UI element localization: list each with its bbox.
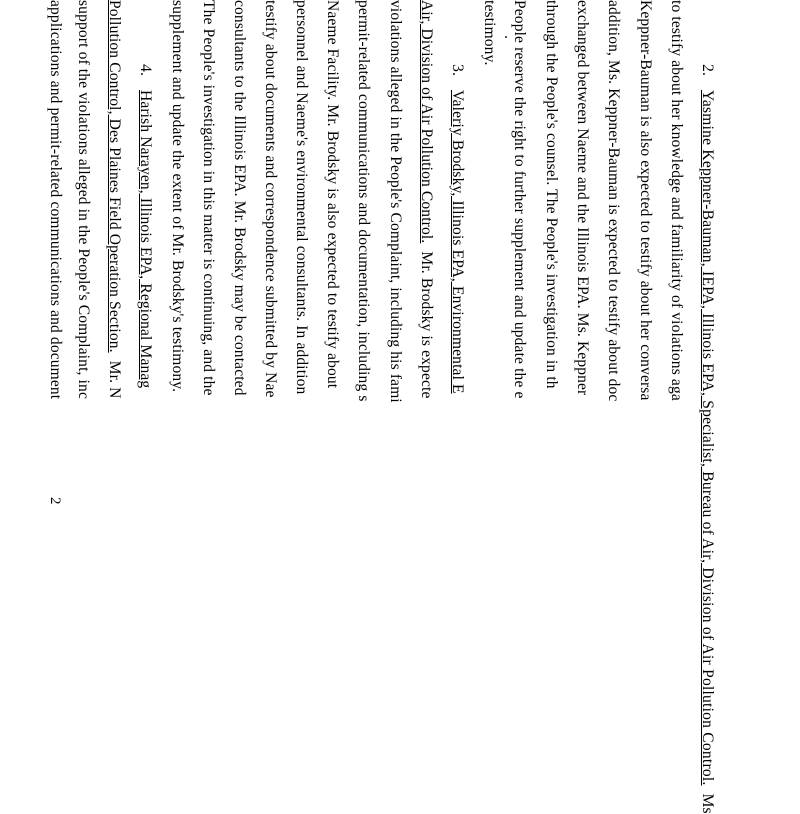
p4-line-1 <box>136 0 154 388</box>
p3-line-5-text: Naeme Facility. Mr. Brodsky is also expected to testify about <box>324 0 341 389</box>
p2-line-1 <box>698 0 716 814</box>
rotated-text-block <box>47 0 716 814</box>
p3-line-10 <box>168 0 186 392</box>
p4-line-3-text: support of the violations alleged in the People's Complaint, inc <box>75 0 92 399</box>
p3-line-3 <box>386 0 404 403</box>
p2-witness-name: Yasmine Keppner-Bauman, IEPA, Illinois EPA, Specialist, Bureau of Air, Division of Air Pollution Control. <box>699 90 716 786</box>
p3-line-8-text: consultants to the Illinois EPA. Mr. Brodsky may be contacted <box>231 0 248 396</box>
p2-line-2-text: to testify about her knowledge and familiarity of violations aga <box>668 0 685 401</box>
p2-line-7-text: People reserve the right to further supplement and update the e <box>511 0 528 399</box>
p2-number: 2. <box>699 64 716 76</box>
p3-line-8 <box>230 0 248 396</box>
p3-line-2-tail: Mr. Brodsky is expecte <box>418 251 435 399</box>
p2-line-7 <box>510 0 528 399</box>
p2-line-4 <box>604 0 622 401</box>
p3-witness-name: Valeriy Brodsky, Illinois EPA, Environmental E <box>449 90 466 394</box>
p4-number: 4. <box>137 64 154 76</box>
p2-line-2 <box>667 0 685 401</box>
p3-number: 3. <box>449 64 466 76</box>
p2-line-8 <box>480 0 498 66</box>
p3-line-10-text: supplement and update the extent of Mr. Brodsky's testimony. <box>169 0 186 393</box>
p4-line-4 <box>46 0 64 399</box>
p4-line-2 <box>105 0 123 399</box>
p3-line-4 <box>354 0 372 402</box>
p2-line-1-tail: Ms <box>699 793 716 814</box>
p2-line-6-text: through the People's counsel. The People's investigation in th <box>543 0 560 389</box>
p3-line-6 <box>292 0 310 394</box>
p2-line-5 <box>573 0 591 395</box>
p3-line-9-text: The People's investigation in this matter is continuing, and the <box>200 0 217 396</box>
p4-witness-section: Pollution Control, Des Plaines Field Operation Section. <box>106 0 123 353</box>
p4-line-4-text: applications and permit-related communications and document <box>47 0 64 400</box>
p3-line-2 <box>417 0 435 399</box>
p2-line-6 <box>542 0 560 389</box>
p4-line-2-tail: Mr. N <box>106 360 123 399</box>
p3-line-9 <box>199 0 217 396</box>
p2-line-3 <box>636 0 654 401</box>
p3-line-6-text: personnel and Naeme's environmental consultants. In addition <box>293 0 310 395</box>
p3-line-1 <box>448 0 466 394</box>
p2-line-8-text: testimony. <box>481 0 498 66</box>
p3-line-7-text: testify about documents and correspondence submitted by Nae <box>262 0 279 398</box>
p2-line-3-text: Keppner-Bauman is also expected to testify about her conversa <box>637 0 654 401</box>
p4-line-3 <box>74 0 92 399</box>
p3-line-5 <box>323 0 341 388</box>
p3-line-3-text: violations alleged in the People's Complaint, including his fami <box>387 0 404 403</box>
p2-line-4-text: addition, Ms. Keppner-Bauman is expected to testify about doc <box>605 0 622 402</box>
p2-line-5-text: exchanged between Naeme and the Illinois EPA. Ms. Keppner <box>574 0 591 396</box>
p3-line-4-text: permit-related communications and documentation, including s <box>355 0 372 402</box>
p4-witness-name: Harish Narayen, Illinois EPA, Regional Manag <box>137 90 154 389</box>
page-number: 2 <box>47 497 63 505</box>
p3-witness-division: Air, Division of Air Pollution Control. <box>418 0 435 244</box>
p3-line-7 <box>261 0 279 398</box>
